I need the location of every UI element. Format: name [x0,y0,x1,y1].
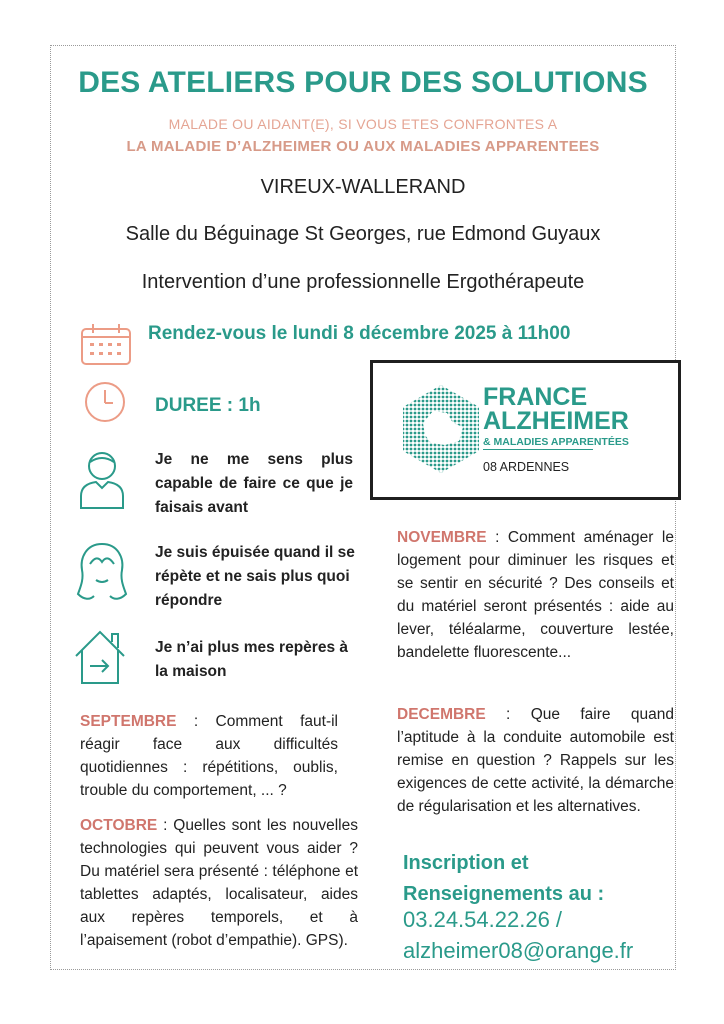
workshop-decembre [397,703,674,818]
contact-email[interactable]: alzheimer08@orange.fr [403,938,634,963]
workshop-text: : Comment aménager le logement pour diminuer les risques et se sentir en sécurité ? Des conseils et du matériel seront présentés : aide au lever, téléalarme, couverture lestée, bandelette fluorescente... [397,529,674,661]
france-alzheimer-logo [370,360,681,500]
statement-1: Je ne me sens plus capable de faire ce que je faisais avant [155,451,353,516]
month-label: NOVEMBRE [397,529,487,546]
workshop-text: : Comment faut-il réagir face aux difficultés quotidiennes : répétitions, oublis, trouble du comportement, ... ? [80,713,338,799]
workshop-octobre [80,814,358,952]
statement-3: Je n’ai plus mes repères à la maison [155,639,348,680]
contact-heading-line-2: Renseignements au : [403,883,605,905]
logo-divider [483,449,593,450]
logo-hexagon-icon [401,383,481,475]
logo-line-3: & MALADIES APPARENTÉES [483,436,629,448]
month-label: DECEMBRE [397,706,486,723]
page-title: DES ATELIERS POUR DES SOLUTIONS [78,66,648,99]
workshop-text: : Que faire quand l’aptitude à la conduite automobile est remise en question ? Rappels sur les exigences de cette activité, la démarche de régularisation et les alternatives. [397,706,674,815]
clock-icon [83,380,127,424]
woman-face-icon [76,540,128,606]
statement-2: Je suis épuisée quand il se répète et ne sais plus quoi répondre [155,544,355,609]
logo-line-1: FRANCE [483,383,588,411]
calendar-icon [80,322,132,366]
subtitle-line-2: LA MALADIE D’ALZHEIMER OU AUX MALADIES APPARENTEES [126,138,600,155]
town: VIREUX-WALLERAND [260,176,466,198]
month-label: OCTOBRE [80,817,158,834]
workshop-septembre [80,710,338,802]
month-label: SEPTEMBRE [80,713,177,730]
logo-line-4: 08 ARDENNES [483,460,570,474]
person-icon [78,448,126,510]
speaker: Intervention d’une professionnelle Ergothérapeute [141,271,585,293]
logo-line-2: ALZHEIMER [483,407,629,435]
subtitle-line-1: MALADE OU AIDANT(E), SI VOUS ETES CONFRONTES A [168,116,558,132]
contact-heading [403,848,604,910]
workshop-text: : Quelles sont les nouvelles technologies qui peuvent vous aider ? Du matériel sera présenté : téléphone et tablettes adaptés, localisateur, aides aux repères temporels, et à l’apaisement (robot d’empathie). GPS). [80,817,358,949]
duration: DUREE : 1h [155,395,261,416]
contact-phone[interactable]: 03.24.54.22.26 / [403,907,563,932]
house-arrow-icon [72,628,128,686]
date-line: Rendez-vous le lundi 8 décembre 2025 à 11h00 [148,323,571,344]
contact-heading-line-1: Inscription et [403,852,529,874]
workshop-novembre [397,526,674,664]
venue: Salle du Béguinage St Georges, rue Edmond Guyaux [125,223,601,245]
